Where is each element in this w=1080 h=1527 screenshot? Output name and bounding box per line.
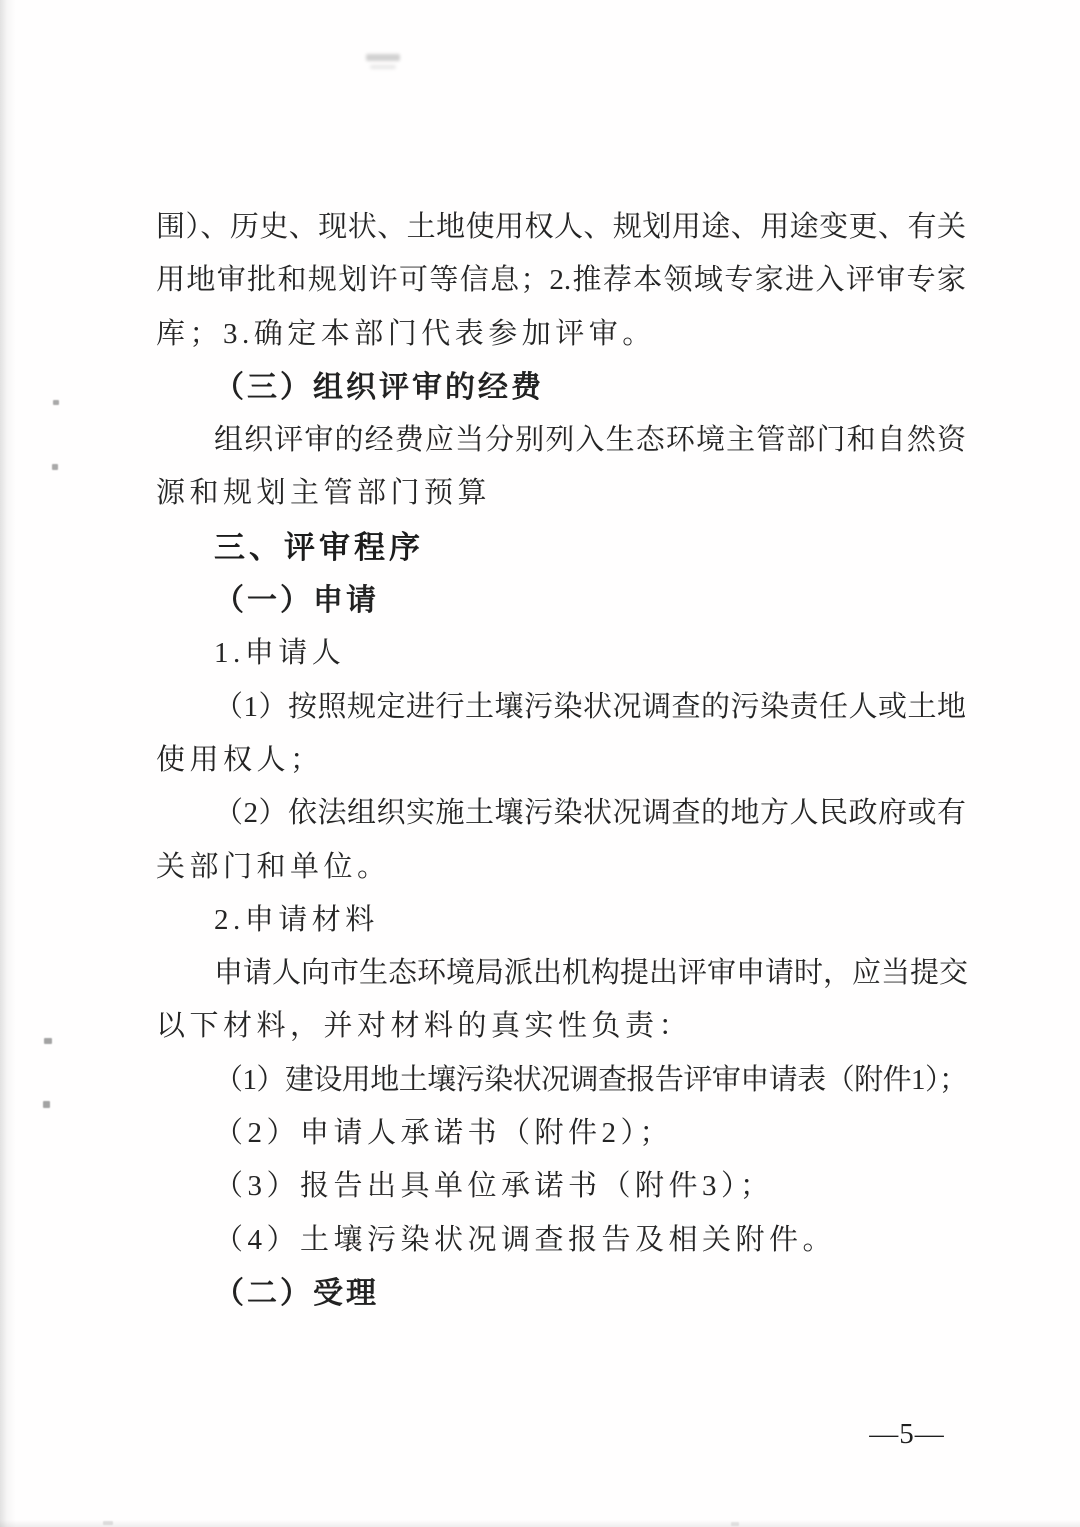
item-applicant: 1.申请人 [214,637,346,670]
scan-smudge-faint [370,65,396,69]
body-line-materials-intro-1: 申请人向市生态环境局派出机构提出评审申请时，应当提交 [214,957,969,990]
body-line-expert-pool: 库；3.确定本部门代表参加评审。 [156,317,656,350]
body-line-applicant-1a: （1）按照规定进行土壤污染状况调查的污染责任人或土地 [214,690,966,723]
body-line-applicant-2b: 关部门和单位。 [156,850,391,883]
body-line-land-approval-info: 用地审批和规划许可等信息；2.推荐本领域专家进入评审专家 [156,264,966,297]
item-material-1: （1）建设用地土壤污染状况调查报告评审申请表（附件1）； [214,1063,966,1096]
item-material-4: （4）土壤污染状况调查报告及相关附件。 [214,1223,837,1256]
subheading-acceptance: （二）受理 [214,1276,379,1310]
body-line-funds-budget-1: 组织评审的经费应当分别列入生态环境主管部门和自然资 [214,424,966,457]
toner-speck [43,1101,50,1108]
item-material-3: （3）报告出具单位承诺书（附件3）； [214,1170,774,1203]
body-line-applicant-1b: 使用权人； [156,743,324,776]
body-line-materials-intro-2: 以下材料，并对材料的真实性负责： [156,1010,693,1043]
toner-speck [52,464,58,470]
subheading-review-funds: （三）组织评审的经费 [214,370,544,404]
body-line-applicant-2a: （2）依法组织实施土壤污染状况调查的地方人民政府或有 [214,797,966,830]
scan-edge-shadow-bottom [0,1520,1080,1527]
toner-speck [103,1521,113,1525]
scan-smudge [366,54,400,61]
document-body [156,201,969,1320]
page-number: —5— [869,1418,945,1450]
toner-speck [731,1522,739,1526]
subheading-application: （一）申请 [214,584,379,618]
scan-edge-shadow-left [0,0,16,1527]
item-application-materials: 2.申请材料 [214,903,379,936]
toner-speck [44,1038,52,1044]
body-line-funds-budget-2: 源和规划主管部门预算 [156,477,492,510]
body-line-scope-history: 围）、历史、现状、土地使用权人、规划用途、用途变更、有关 [156,211,966,243]
toner-speck [53,400,59,405]
heading-review-procedure: 三、评审程序 [214,529,424,565]
item-material-2: （2）申请人承诺书（附件2）； [214,1117,674,1150]
